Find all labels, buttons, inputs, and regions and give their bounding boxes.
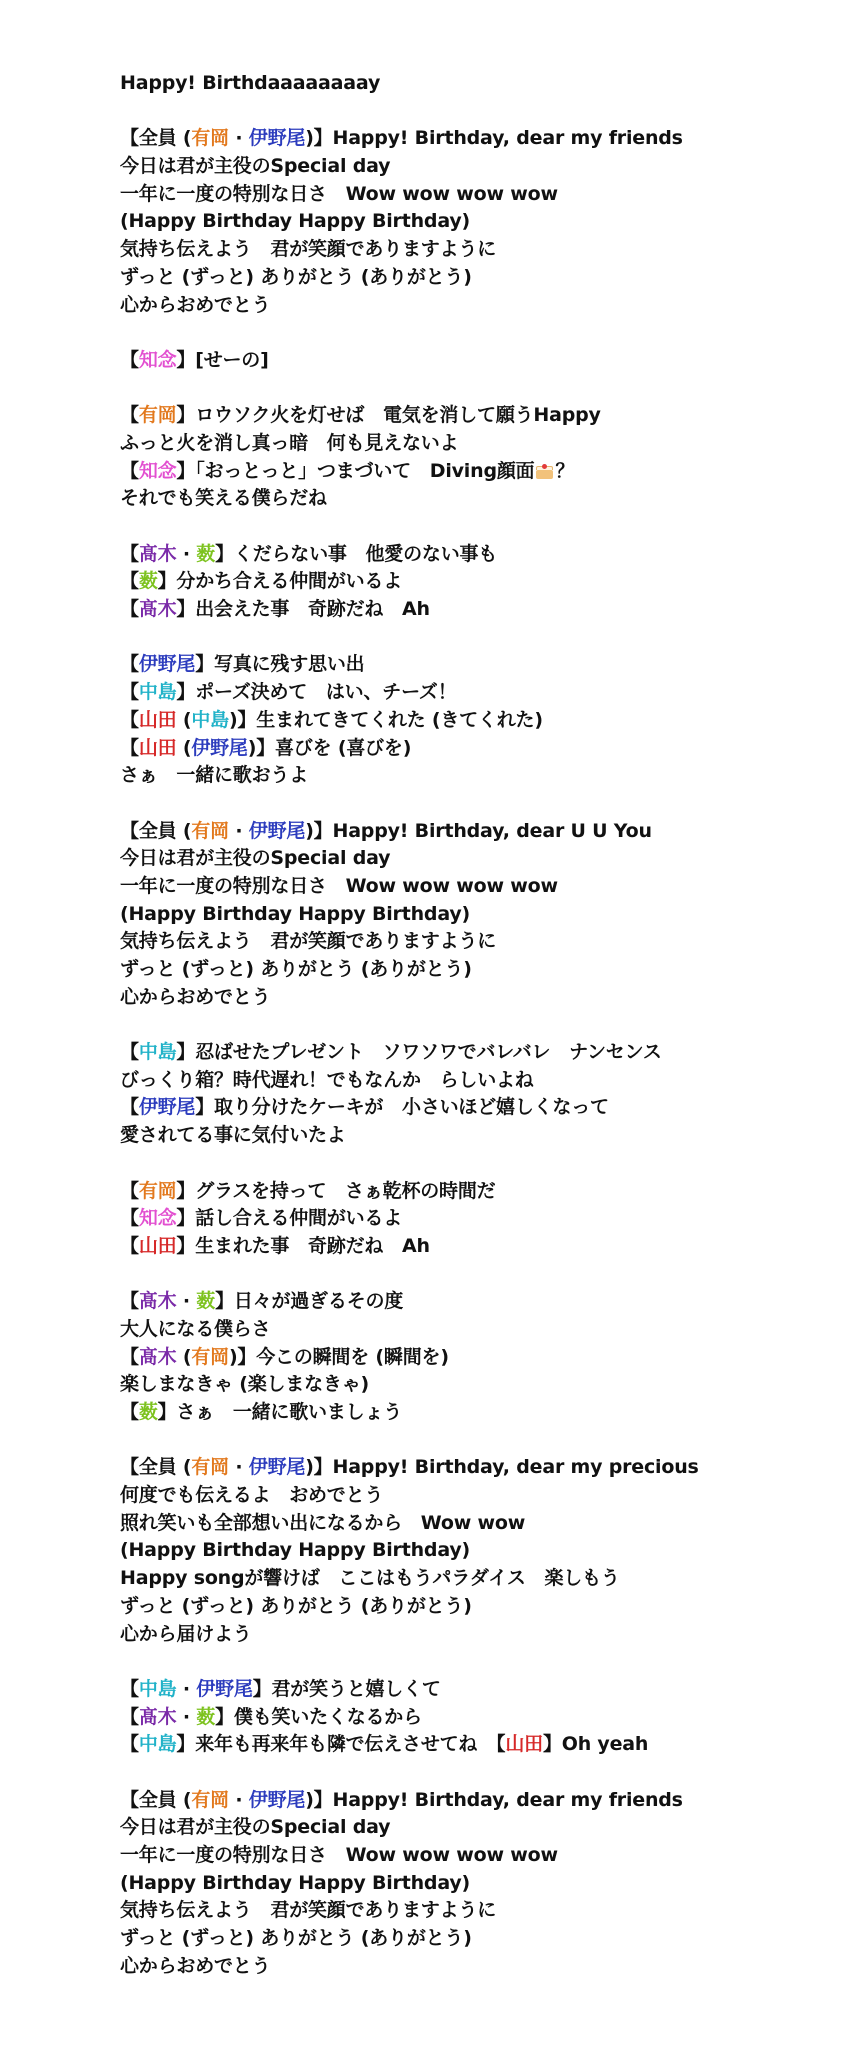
lyric-line <box>120 901 860 929</box>
lyric-line <box>120 1233 860 1261</box>
member-name-yamada: 山田 <box>505 1733 543 1756</box>
lyric-text: 【 <box>120 1345 139 1368</box>
lyric-text: 心からおめでとう <box>120 1954 271 1977</box>
lyric-text: 】写真に残す思い出 <box>195 653 365 676</box>
member-name-nakajima: 中島 <box>191 708 229 731</box>
stanza-gap <box>120 319 860 347</box>
lyric-line <box>120 1371 860 1399</box>
lyric-text: ずっと (ずっと) ありがとう (ありがとう) <box>120 1927 472 1950</box>
lyric-line <box>120 568 860 596</box>
lyric-text: )】生まれてきてくれた (きてくれた) <box>228 708 543 731</box>
lyric-line <box>120 1925 860 1953</box>
lyric-text: 【 <box>120 542 139 565</box>
member-name-takaki: 髙木 <box>138 542 177 565</box>
lyric-text: (Happy Birthday Happy Birthday) <box>120 1539 471 1562</box>
lyric-line <box>120 1537 860 1565</box>
stanza-gap <box>120 513 860 541</box>
member-name-takaki: 髙木 <box>138 1290 177 1313</box>
lyric-text: 【 <box>120 1096 139 1119</box>
stanza-gap <box>120 1648 860 1676</box>
lyric-text: )】喜びを (喜びを) <box>247 736 412 759</box>
member-name-inoo: 伊野尾 <box>196 1677 253 1700</box>
lyric-text: Happy songが響けば ここはもうパラダイス 楽しもう <box>120 1567 620 1590</box>
lyric-text: ふっと火を消し真っ暗 何も見えないよ <box>120 431 459 454</box>
lyric-text: それでも笑える僕らだね <box>120 487 327 510</box>
lyric-line <box>120 541 860 569</box>
member-name-chinen: 知念 <box>138 459 177 482</box>
lyric-line <box>120 1814 860 1842</box>
cake-icon <box>535 464 554 479</box>
member-name-arioka: 有岡 <box>191 819 229 842</box>
lyric-text: ( <box>176 736 192 759</box>
stanza-gap <box>120 624 860 652</box>
lyric-text: 】僕も笑いたくなるから <box>215 1705 422 1728</box>
lyric-text: びっくり箱？時代遅れ！でもなんか らしいよね <box>120 1068 534 1091</box>
lyric-line <box>120 1565 860 1593</box>
lyric-text: ( <box>176 127 192 150</box>
lyric-text: ( <box>176 1345 192 1368</box>
lyric-line <box>120 1399 860 1427</box>
lyric-text: 】[せーの] <box>176 348 269 371</box>
lyric-text: 【 <box>120 819 139 842</box>
member-name-inoo: 伊野尾 <box>248 1456 306 1479</box>
lyric-text: 【 <box>120 1207 139 1230</box>
lyric-text: 【 <box>120 1733 139 1756</box>
lyric-text: )】今この瞬間を (瞬間を) <box>228 1345 449 1368</box>
lyric-text: Happy! Birthdaaaaaaaay <box>120 72 381 94</box>
member-name-yabu: 薮 <box>138 1401 158 1423</box>
lyric-text: 【 <box>120 1788 139 1811</box>
lyric-text: 】分かち合える仲間がいるよ <box>157 570 403 593</box>
member-name-nakajima: 中島 <box>138 681 177 704</box>
member-name-inoo: 伊野尾 <box>138 1096 196 1119</box>
lyric-text: 照れ笑いも全部想い出になるから Wow wow <box>120 1511 526 1534</box>
lyric-line <box>120 873 860 901</box>
lyric-line <box>120 1288 860 1316</box>
lyric-text: · <box>176 1677 197 1700</box>
lyric-text: 【 <box>120 1456 139 1479</box>
lyric-line <box>120 1344 860 1372</box>
lyric-line <box>120 984 860 1012</box>
member-name-zenin: 全員 <box>138 819 177 842</box>
member-name-inoo: 伊野尾 <box>248 127 306 150</box>
lyric-text: 【 <box>120 1179 139 1202</box>
lyric-text: 】話し合える仲間がいるよ <box>176 1207 403 1230</box>
lyric-text: 気持ち伝えよう 君が笑顔でありますように <box>120 930 497 953</box>
lyric-text: · <box>228 819 249 842</box>
lyric-line <box>120 818 860 846</box>
lyric-text: 】Oh yeah <box>542 1733 649 1756</box>
member-name-inoo: 伊野尾 <box>248 819 306 842</box>
lyric-text: 愛されてる事に気付いたよ <box>120 1124 346 1147</box>
lyric-line <box>120 1316 860 1344</box>
lyric-text: (Happy Birthday Happy Birthday) <box>120 210 471 233</box>
member-name-arioka: 有岡 <box>191 1345 229 1368</box>
lyric-line <box>120 679 860 707</box>
lyric-line <box>120 651 860 679</box>
lyric-text: 【 <box>120 1401 139 1423</box>
lyric-text: )】Happy! Birthday, dear my precious <box>305 1456 699 1479</box>
lyric-line <box>120 1676 860 1704</box>
lyric-text: 一年に一度の特別な日さ Wow wow wow wow <box>120 874 558 897</box>
lyric-text: 今日は君が主役のSpecial day <box>120 847 391 870</box>
lyric-text: 一年に一度の特別な日さ Wow wow wow wow <box>120 1844 558 1866</box>
lyric-line <box>120 707 860 735</box>
member-name-inoo: 伊野尾 <box>191 736 248 759</box>
lyric-line <box>120 1870 860 1898</box>
lyric-text: 心から届けよう <box>120 1622 252 1645</box>
member-name-yabu: 薮 <box>196 542 216 565</box>
lyric-line <box>120 928 860 956</box>
lyric-line <box>120 845 860 873</box>
lyric-text: 【 <box>120 736 139 759</box>
stanza-gap <box>120 1427 860 1455</box>
lyric-text: 】君が笑うと嬉しくて <box>252 1677 441 1700</box>
lyric-text: 】生まれた事 奇跡だね Ah <box>176 1234 430 1257</box>
member-name-yamada: 山田 <box>138 1234 177 1257</box>
lyric-text: 】日々が過ぎるその度 <box>215 1290 404 1313</box>
stanza-gap <box>120 1261 860 1289</box>
lyric-text: 】さぁ 一緒に歌いましょう <box>157 1401 403 1423</box>
lyric-line <box>120 1067 860 1095</box>
member-name-takaki: 髙木 <box>138 1345 177 1368</box>
lyric-text: 【 <box>120 1290 139 1313</box>
lyric-text: ( <box>176 708 192 731</box>
member-name-zenin: 全員 <box>138 1456 177 1479</box>
member-name-arioka: 有岡 <box>138 404 177 427</box>
member-name-chinen: 知念 <box>138 348 177 371</box>
lyric-text: 心からおめでとう <box>120 293 271 316</box>
lyric-line <box>120 1842 860 1870</box>
lyric-line <box>120 1510 860 1538</box>
lyric-line <box>120 236 860 264</box>
lyric-line <box>120 1731 860 1759</box>
member-name-arioka: 有岡 <box>191 1456 229 1479</box>
lyric-text: 【 <box>120 681 139 704</box>
member-name-yabu: 薮 <box>138 570 158 593</box>
stanza-gap <box>120 1011 860 1039</box>
lyric-text: ( <box>176 1788 192 1811</box>
lyric-text: 【 <box>120 1705 139 1728</box>
lyric-line <box>120 1953 860 1981</box>
lyric-text: 今日は君が主役のSpecial day <box>120 1816 391 1839</box>
lyric-line <box>120 1039 860 1067</box>
member-name-chinen: 知念 <box>138 1207 177 1230</box>
lyric-text: 何度でも伝えるよ おめでとう <box>120 1484 384 1507</box>
member-name-yabu: 薮 <box>196 1705 216 1728</box>
lyric-text: 気持ち伝えよう 君が笑顔でありますように <box>120 1899 497 1922</box>
lyric-line <box>120 292 860 320</box>
lyric-text: 【 <box>120 598 139 621</box>
lyric-line <box>120 181 860 209</box>
lyric-text: · <box>176 1290 197 1313</box>
lyric-text: ずっと (ずっと) ありがとう (ありがとう) <box>120 958 472 980</box>
lyric-text: ( <box>176 1456 192 1479</box>
member-name-yamada: 山田 <box>138 736 177 759</box>
lyric-line <box>120 70 860 98</box>
lyric-text: · <box>176 542 197 565</box>
lyric-text: 【 <box>120 1041 139 1064</box>
lyric-text: 【 <box>120 708 139 731</box>
lyric-line <box>120 1897 860 1925</box>
lyric-text: · <box>228 127 249 150</box>
member-name-nakajima: 中島 <box>138 1677 177 1700</box>
lyric-text: · <box>228 1788 249 1811</box>
member-name-takaki: 髙木 <box>138 1705 177 1728</box>
lyric-text: 】グラスを持って さぁ乾杯の時間だ <box>176 1179 496 1202</box>
member-name-yabu: 薮 <box>196 1290 216 1313</box>
lyric-line <box>120 1122 860 1150</box>
lyric-text: 】ロウソク火を灯せば 電気を消して願うHappy <box>176 404 601 427</box>
member-name-nakajima: 中島 <box>138 1733 177 1756</box>
lyric-text: 【 <box>120 348 139 371</box>
stanza-gap <box>120 98 860 126</box>
lyric-text: 気持ち伝えよう 君が笑顔でありますように <box>120 238 497 261</box>
member-name-zenin: 全員 <box>138 1788 177 1811</box>
lyric-text: 】来年も再来年も隣で伝えさせてね 【 <box>176 1733 506 1756</box>
lyric-text: 】出会えた事 奇跡だね Ah <box>176 598 430 621</box>
lyric-text: 】「おっとっと」つまづいて Diving顔面 <box>176 459 535 482</box>
lyric-text: ずっと (ずっと) ありがとう (ありがとう) <box>120 265 472 288</box>
member-name-arioka: 有岡 <box>138 1179 177 1202</box>
lyric-text: ？ <box>555 459 575 482</box>
lyric-text: 【 <box>120 127 139 150</box>
stanza-gap <box>120 375 860 403</box>
lyric-text: 【 <box>120 459 139 482</box>
lyric-text: 【 <box>120 653 139 676</box>
lyric-text: 】ポーズ決めて はい、チーズ！ <box>176 681 457 704</box>
lyric-line <box>120 1094 860 1122</box>
lyric-text: 心からおめでとう <box>120 985 271 1008</box>
lyric-text: 【 <box>120 1234 139 1257</box>
lyric-text: · <box>228 1456 249 1479</box>
member-name-nakajima: 中島 <box>138 1041 177 1064</box>
lyric-line <box>120 153 860 181</box>
lyric-text: 】くだらない事 他愛のない事も <box>215 542 498 565</box>
lyric-line <box>120 458 860 486</box>
lyric-line <box>120 1593 860 1621</box>
member-name-inoo: 伊野尾 <box>138 653 196 676</box>
lyric-line <box>120 1704 860 1732</box>
lyric-text: ずっと (ずっと) ありがとう (ありがとう) <box>120 1594 472 1617</box>
stanza-gap <box>120 1759 860 1787</box>
lyric-line <box>120 264 860 292</box>
lyric-text: 】取り分けたケーキが 小さいほど嬉しくなって <box>195 1096 609 1119</box>
lyric-text: 楽しまなきゃ (楽しまなきゃ) <box>120 1373 369 1396</box>
lyric-text: 】忍ばせたプレゼント ソワソワでバレバレ ナンセンス <box>176 1041 662 1064</box>
member-name-yamada: 山田 <box>138 708 177 731</box>
lyric-text: 【 <box>120 570 139 593</box>
stanza-gap <box>120 790 860 818</box>
lyric-line <box>120 485 860 513</box>
lyric-text: (Happy Birthday Happy Birthday) <box>120 1871 471 1894</box>
lyric-line <box>120 347 860 375</box>
lyric-line <box>120 1454 860 1482</box>
lyric-line <box>120 1787 860 1815</box>
lyric-line <box>120 956 860 984</box>
lyric-text: )】Happy! Birthday, dear my friends <box>305 1788 683 1811</box>
lyrics-block <box>120 70 860 1980</box>
lyric-line <box>120 1621 860 1649</box>
lyric-line <box>120 402 860 430</box>
member-name-inoo: 伊野尾 <box>248 1788 306 1811</box>
lyric-text: 今日は君が主役のSpecial day <box>120 155 391 178</box>
member-name-takaki: 髙木 <box>138 598 177 621</box>
lyric-text: (Happy Birthday Happy Birthday) <box>120 902 471 925</box>
lyric-line <box>120 208 860 236</box>
lyric-line <box>120 1178 860 1206</box>
lyric-text: さぁ 一緒に歌おうよ <box>120 764 309 787</box>
lyric-line <box>120 596 860 624</box>
member-name-arioka: 有岡 <box>191 127 229 150</box>
member-name-arioka: 有岡 <box>191 1788 229 1811</box>
lyric-text: 一年に一度の特別な日さ Wow wow wow wow <box>120 182 558 205</box>
lyric-text: ( <box>176 819 192 842</box>
lyric-line <box>120 1205 860 1233</box>
lyric-text: 【 <box>120 1677 139 1700</box>
lyric-text: )】Happy! Birthday, dear U U You <box>305 819 652 842</box>
lyric-line <box>120 762 860 790</box>
lyric-text: 【 <box>120 404 139 427</box>
lyric-text: 大人になる僕らさ <box>120 1317 271 1340</box>
stanza-gap <box>120 1150 860 1178</box>
lyric-text: · <box>176 1705 197 1728</box>
lyric-line <box>120 735 860 763</box>
lyric-line <box>120 430 860 458</box>
lyric-line <box>120 1482 860 1510</box>
lyric-text: )】Happy! Birthday, dear my friends <box>305 127 683 150</box>
lyric-line <box>120 125 860 153</box>
member-name-zenin: 全員 <box>138 127 177 150</box>
